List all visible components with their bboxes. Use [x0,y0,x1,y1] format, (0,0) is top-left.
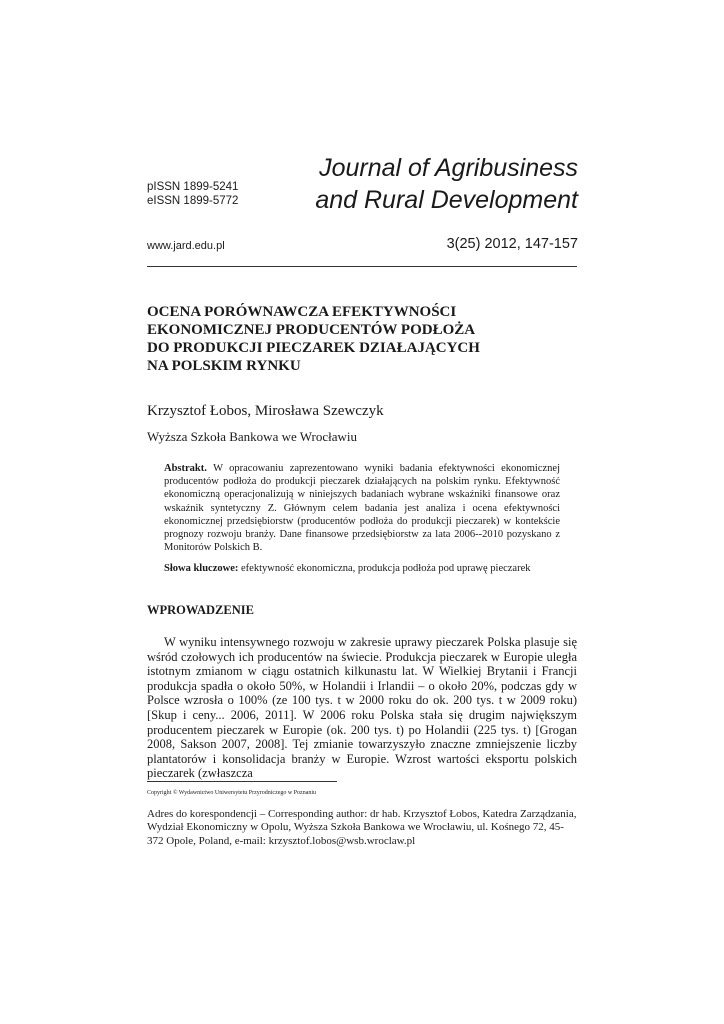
keywords-text: efektywność ekonomiczna, produkcja podłoża pod uprawę pieczarek [241,563,531,574]
journal-title-line1: Journal of Agribusiness [319,154,578,182]
article-title [147,303,577,375]
abstract [164,462,560,554]
footnote-rule [147,781,337,782]
journal-title-line2: and Rural Development [315,186,578,214]
copyright-notice: Copyright © Wydawnictwo Uniwersytetu Przyrodniczego w Poznaniu [147,790,317,796]
title-line: NA POLSKIM RYNKU [147,358,301,374]
correspondence-address: Adres do korespondencji – Corresponding author: dr hab. Krzysztof Łobos, Katedra Zarządzania, Wydział Ekonomiczny w Opolu, Wyższa Szkoła Bankowa we Wrocławiu, ul. Kośnego 72, 45-372 Opole, Poland, e-mail: krzysztof.lobos@wsb.wroclaw.pl [147,808,577,847]
keywords-label: Słowa kluczowe: [164,563,239,574]
pissn: pISSN 1899-5241 [147,181,239,193]
title-line: EKONOMICZNEJ PRODUCENTÓW PODŁOŻA [147,322,476,338]
title-line: DO PRODUKCJI PIECZAREK DZIAŁAJĄCYCH [147,340,480,356]
journal-website: www.jard.edu.pl [147,240,225,252]
keywords [164,562,560,575]
title-line: OCENA PORÓWNAWCZA EFEKTYWNOŚCI [147,304,457,320]
issue-pages: 3(25) 2012, 147-157 [446,236,578,252]
header-rule [147,266,577,267]
abstract-label: Abstrakt. [164,463,207,474]
authors: Krzysztof Łobos, Mirosława Szewczyk [147,403,384,419]
abstract-text: W opracowaniu zaprezentowano wyniki badania efektywności ekonomicznej producentów podłoża do produkcji pieczarek działających na polskim rynku. Efektywność ekonomiczną operacjonalizują w niniejszych badaniach wybrane wskaźniki finansowe oraz wskaźnik syntetyczny Z. Głównym celem badania jest analiza i ocena efektywności ekonomicznej przedsiębiorstw (producentów podłoża do produkcji pieczarek) w kontekście prognozy rozwoju branży. Dane finansowe przedsiębiorstw za lata 2006--2010 pozyskano z Monitorów Polskich B. [164,463,560,554]
eissn: eISSN 1899-5772 [147,195,239,207]
affiliation: Wyższa Szkoła Bankowa we Wrocławiu [147,429,357,444]
journal-title [198,152,578,216]
section-heading: WPROWADZENIE [147,603,254,617]
body-paragraph: W wyniku intensywnego rozwoju w zakresie uprawy pieczarek Polska plasuje się wśród czołowych ich producentów na świecie. Produkcja pieczarek w Europie uległa istotnym zmianom w ciągu ostatnich kilkunastu lat. W Wielkiej Brytanii i Francji produkcja spadła o około 50%, w Holandii i Irlandii – o około 20%, podczas gdy w Polsce wzrosła o 100% (ze 100 tys. t w 2000 roku do ok. 200 tys. t w 2009 roku) [Skup i ceny... 2006, 2011]. W 2006 roku Polska stała się drugim największym producentem pieczarek w Europie (ok. 200 tys. t) po Holandii (225 tys. t) [Grogan 2008, Sakson 2007, 2008]. Tej zmianie towarzyszyło znaczne zmniejszenie liczby plantatorów i konsolidacja branży w Europie. Wzrost wartości eksportu polskich pieczarek (zwłaszcza [147,635,577,781]
